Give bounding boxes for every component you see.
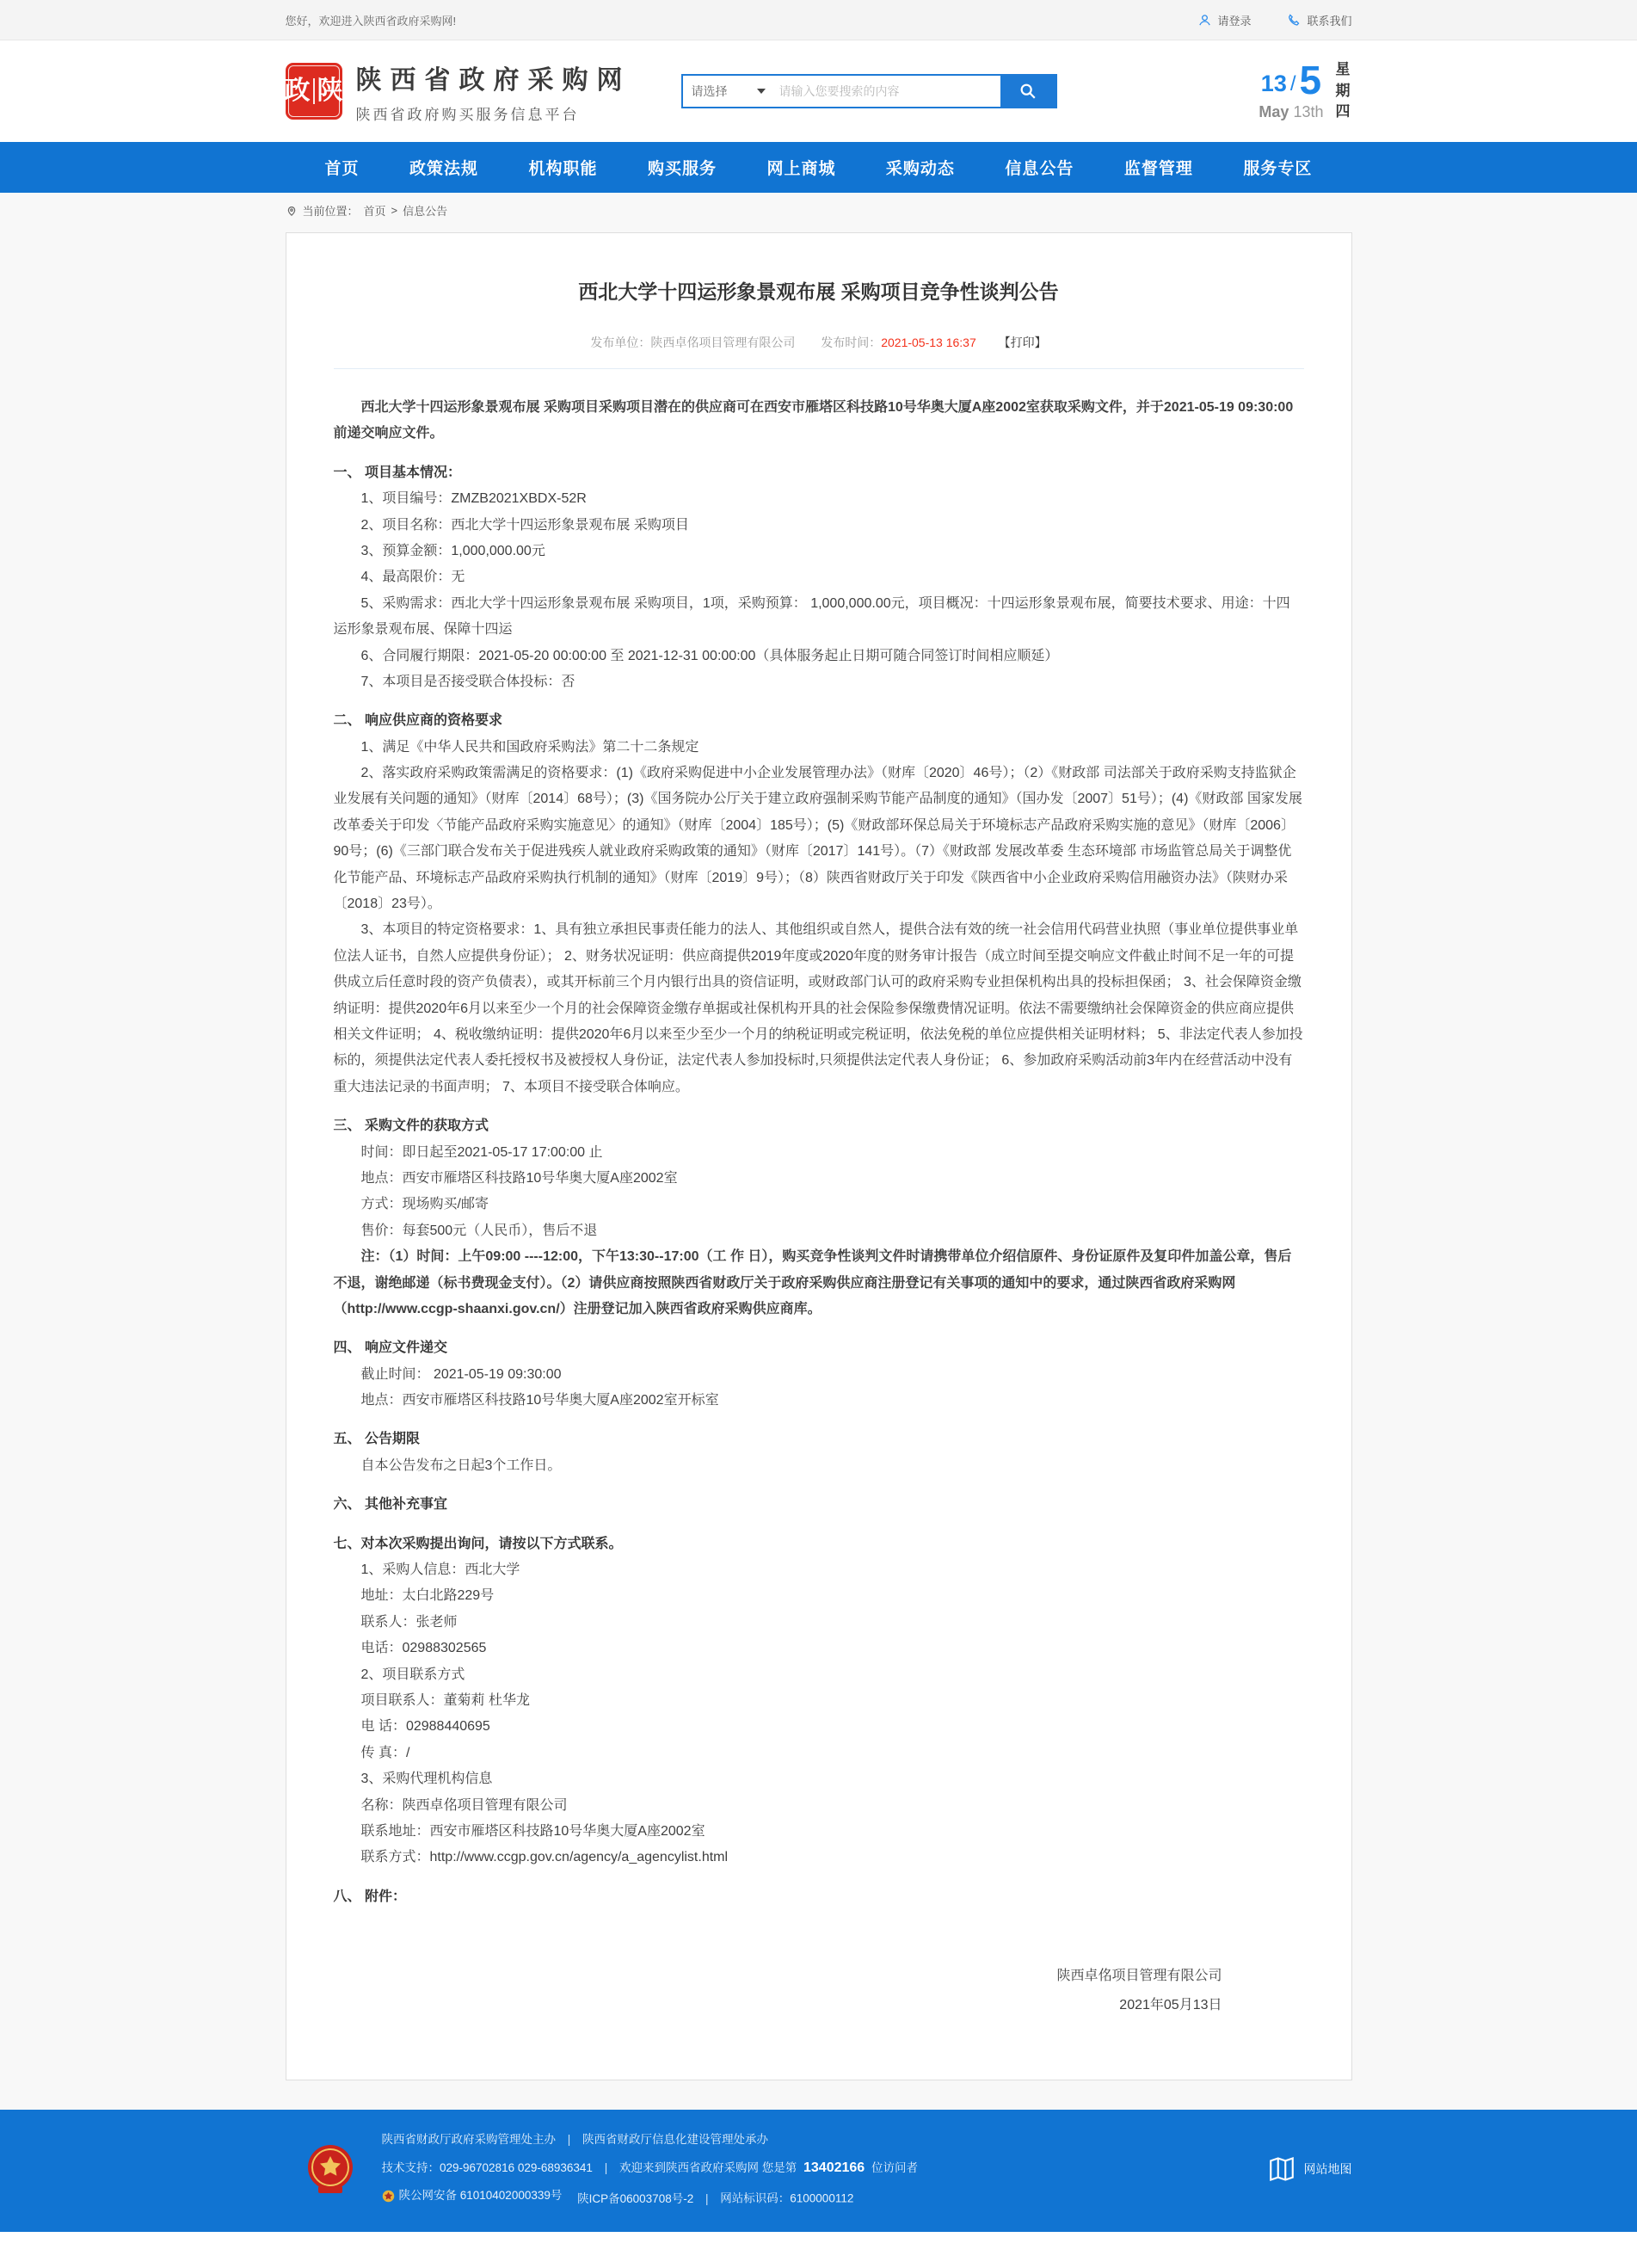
nav-item-policies[interactable]: 政策法规 (409, 160, 478, 178)
sitemap-label: 网站地图 (1303, 2162, 1352, 2177)
welcome-text: 您好，欢迎进入陕西省政府采购网! (285, 14, 457, 28)
paragraph: 传 真：/ (360, 1745, 410, 1760)
paragraph: 联系人：张老师 (360, 1614, 458, 1630)
section-heading: 八、 附件： (333, 1889, 406, 1904)
section-heading: 二、 响应供应商的资格要求 (333, 713, 502, 729)
paragraph: 3、本项目的特定资格要求：1、具有独立承担民事责任能力的法人、其他组织或自然人，提供合法有效的统一社会信用代码营业执照（事业单位提供事业单位法人证书，自然人应提供身份证）； 2、财务状况证明：供应商提供2019年度或2020年度的财务审计报告（成立时间至提交响应文件截止时间不足一年的可提供成立后任意时段的资产负债表），或其开标前三个月内银行出具的资信证明，或财政部门认可的政府采购专业担保机构出具的投标担保函； 3、社会保障资金缴纳证明：提供2020年6月以来至少一个月的社会保障资金缴存单据或社保机构开具的社会保险参保缴费情况证明。依法不需要缴纳社会保障资金的供应商应提供相关文件证明； 4、税收缴纳证明：提供2020年6月以来至少至少一个月的纳税证明或完税证明，依法免税的单位应提供相关证明材料； 5、非法定代表人参加投标的，须提供法定代表人委托授权书及被授权人身份证，法定代表人参加投标时,只须提供法定代表人身份证； 6、参加政府采购活动前3年内在经营活动中没有重大违法记录的书面声明； 7、本项目不接受联合体响应。 (333, 922, 1303, 1094)
publish-time-value: 2021-05-13 16:37 (881, 336, 976, 349)
site-code-label: 网站标识码： (720, 2191, 791, 2205)
sitemap-icon (1267, 2154, 1296, 2184)
breadcrumb-separator: > (391, 204, 398, 217)
print-button[interactable]: 【打印】 (998, 336, 1047, 349)
publish-time-label: 发布时间： (821, 336, 882, 349)
footer-line-1 (382, 2127, 918, 2153)
nav-item-service-zone[interactable]: 服务专区 (1243, 160, 1313, 178)
paragraph: 联系方式：http://www.ccgp.gov.cn/agency/a_agencylist.html (360, 1850, 729, 1865)
paragraph: 名称：陕西卓佲项目管理有限公司 (360, 1797, 568, 1813)
paragraph: 地点：西安市雁塔区科技路10号华奥大厦A座2002室 (360, 1170, 678, 1186)
logo-char-left: 政 (284, 77, 311, 105)
site-header (0, 40, 1637, 142)
breadcrumb (0, 193, 1637, 227)
footer-separator: | (705, 2191, 709, 2205)
search-select-label: 请选择 (691, 84, 728, 98)
user-icon (1197, 13, 1212, 28)
paragraph: 自本公告发布之日起3个工作日。 (360, 1458, 562, 1473)
footer-undertaker: 陕西省财政厅信息化建设管理处承办 (582, 2133, 769, 2147)
site-name: 陕西省政府采购网 (355, 66, 631, 95)
footer-organizer: 陕西省财政厅政府采购管理处主办 (381, 2133, 556, 2147)
paragraph: 4、最高限价：无 (360, 570, 465, 585)
date-day-en: 13th (1293, 103, 1324, 121)
nav-item-functions[interactable]: 机构职能 (528, 160, 598, 178)
section-heading: 七、对本次采购提出询问，请按以下方式联系。 (333, 1536, 623, 1551)
login-link[interactable] (1197, 12, 1251, 28)
nav-item-supervision[interactable]: 监督管理 (1123, 160, 1193, 178)
paragraph: 时间：即日起至2021-05-17 17:00:00 止 (360, 1144, 603, 1160)
signature-company: 陕西卓佲项目管理有限公司 (1056, 1969, 1222, 1984)
paragraph: 7、本项目是否接受联合体投标：否 (360, 674, 575, 689)
date-month-number: 5 (1299, 58, 1322, 103)
footer-line-3 (382, 2183, 918, 2211)
footer-line-2 (382, 2153, 918, 2183)
section-heading: 三、 采购文件的获取方式 (333, 1119, 489, 1134)
breadcrumb-current: 信息公告 (403, 205, 448, 218)
paragraph: 3、预算金额：1,000,000.00元 (360, 543, 545, 558)
site-subtitle: 陕西省政府购买服务信息平台 (355, 107, 580, 123)
footer-tech-support: 技术支持：029-96702816 029-68936341 (381, 2160, 593, 2174)
site-code-value: 6100000112 (790, 2191, 854, 2205)
paragraph: 截止时间： 2021-05-19 09:30:00 (360, 1366, 562, 1382)
intro-paragraph: 西北大学十四运形象景观布展 采购项目采购项目潜在的供应商可在西安市雁塔区科技路10号华奥大厦A座2002室获取采购文件，并于2021-05-19 09:30:00前递交响应文件。 (333, 400, 1294, 441)
icp-beian-link[interactable]: 陕ICP备06003708号-2 (577, 2191, 694, 2205)
location-pin-icon (286, 205, 298, 217)
footer-visitor-prefix: 欢迎来到陕西省政府采购网 您是第 (618, 2160, 797, 2174)
article-body (334, 395, 1304, 1910)
page-title: 西北大学十四运形象景观布展 采购项目竞争性谈判公告 (578, 280, 1059, 303)
nav-item-home[interactable]: 首页 (324, 160, 360, 178)
paragraph: 电 话：02988440695 (360, 1719, 490, 1735)
search-button[interactable] (1000, 76, 1055, 107)
phone-icon (1287, 13, 1302, 28)
date-separator: / (1289, 72, 1296, 96)
paragraph: 2、项目联系方式 (360, 1667, 465, 1682)
nav-item-procurement-news[interactable]: 采购动态 (885, 160, 955, 178)
footer-separator: | (567, 2133, 571, 2147)
login-label: 请登录 (1217, 14, 1252, 28)
visitor-count: 13402166 (803, 2160, 865, 2175)
article-meta (334, 334, 1304, 369)
top-bar (0, 0, 1637, 40)
paragraph: 联系地址：西安市雁塔区科技路10号华奥大厦A座2002室 (360, 1823, 705, 1839)
contact-label: 联系我们 (1307, 14, 1352, 28)
paragraph: 电话：02988302565 (360, 1641, 487, 1656)
date-month-en: May (1259, 103, 1289, 121)
search-category-select[interactable] (683, 76, 774, 107)
main-nav (0, 142, 1637, 193)
paragraph: 地址：太白北路229号 (360, 1588, 495, 1604)
paragraph: 6、合同履行期限：2021-05-20 00:00:00 至 2021-12-31 00:00:00（具体服务起止日期可随合同签订时间相应顺延） (360, 648, 1059, 663)
paragraph: 1、项目编号：ZMZB2021XBDX-52R (360, 491, 587, 507)
breadcrumb-home[interactable]: 首页 (363, 205, 386, 218)
nav-item-purchase-services[interactable]: 购买服务 (647, 160, 717, 178)
footer-separator: | (604, 2160, 608, 2174)
announcement-card (286, 232, 1352, 2080)
paragraph: 3、采购代理机构信息 (360, 1772, 493, 1787)
signature-date: 2021年05月13日 (1119, 1997, 1222, 2012)
search-bar (681, 74, 1057, 108)
section-heading: 一、 项目基本情况： (333, 465, 461, 480)
paragraph: 1、满足《中华人民共和国政府采购法》第二十二条规定 (360, 739, 699, 755)
logo-char-right: 陕 (313, 78, 346, 104)
publisher-value: 陕西卓佲项目管理有限公司 (650, 336, 796, 349)
paragraph: 售价：每套500元（人民币），售后不退 (360, 1223, 598, 1238)
paragraph: 1、采购人信息：西北大学 (360, 1562, 520, 1578)
date-weekday: 星期四 (1335, 61, 1351, 120)
paragraph: 方式：现场购买/邮寄 (360, 1197, 489, 1212)
signature-block (334, 1962, 1304, 2019)
contact-link[interactable] (1287, 12, 1351, 28)
nav-item-announcements[interactable]: 信息公告 (1005, 160, 1074, 178)
sitemap-link[interactable] (1267, 2154, 1352, 2184)
search-icon (1019, 82, 1037, 101)
paragraph: 2、项目名称：西北大学十四运形象景观布展 采购项目 (360, 517, 689, 533)
search-input[interactable] (774, 76, 1000, 107)
gongan-beian-link[interactable] (382, 2183, 563, 2209)
gongan-beian-text: 陕公网安备 61010402000339号 (398, 2189, 563, 2203)
paragraph: 地点：西安市雁塔区科技路10号华奥大厦A座2002室开标室 (360, 1393, 719, 1408)
section-heading: 六、 其他补充事宜 (333, 1497, 447, 1513)
date-widget (1259, 59, 1351, 123)
date-day: 13 (1260, 71, 1287, 97)
site-footer (0, 2110, 1637, 2232)
section-heading: 四、 响应文件递交 (333, 1340, 447, 1356)
nav-item-online-mall[interactable]: 网上商城 (766, 160, 836, 178)
site-logo (286, 63, 342, 120)
paragraph: 项目联系人：董菊莉 杜华龙 (360, 1692, 530, 1708)
chevron-down-icon (757, 89, 766, 94)
publisher-label: 发布单位： (590, 336, 651, 349)
section-heading: 五、 公告期限 (333, 1432, 420, 1447)
breadcrumb-prefix: 当前位置： (302, 205, 359, 218)
paragraph: 5、采购需求：西北大学十四运形象景观布展 采购项目，1项，采购预算： 1,000,000.00元，项目概况：十四运形象景观布展，简要技术要求、用途：十四运形象景观布展、保障十四运 (333, 595, 1290, 638)
government-emblem-badge (305, 2143, 356, 2195)
paragraph: 注：（1）时间：上午09:00 ----12:00，下午13:30--17:00（工 作 日），购买竞争性谈判文件时请携带单位介绍信原件、身份证原件及复印件加盖公章，售后不退，谢绝邮递（标书费现金支付）。（2）请供应商按照陕西省财政厅关于政府采购供应商注册登记有关事项的通知中的要求，通过陕西省政府采购网（http://www.ccgp-shaanxi.gov.cn/）注册登记加入陕西省政府采购供应商库。 (333, 1249, 1292, 1316)
footer-visitor-suffix: 位访问者 (871, 2160, 918, 2174)
paragraph: 2、落实政府采购政策需满足的资格要求：(1)《政府采购促进中小企业发展管理办法》（财库〔2020〕46号）；（2）《财政部 司法部关于政府采购支持监狱企业发展有关问题的通知》（财库〔2014〕68号）；(3)《国务院办公厅关于建立政府强制采购节能产品制度的通知》（国办发〔2007〕51号）；(4)《财政部 国家发展改革委关于印发〈节能产品政府采购实施意见〉的通知》（财库〔2004〕185号）；(5)《财政部环保总局关于环境标志产品政府采购实施的意见》（财库〔2006〕90号；(6)《三部门联合发布关于促进残疾人就业政府采购政策的通知》（财库〔2017〕141号）。（7）《财政部 发展改革委 生态环境部 市场监管总局关于调整优化节能产品、环境标志产品政府采购执行机制的通知》（财库〔2019〕9号）；（8）陕西省财政厅关于印发《陕西省中小企业政府采购信用融资办法》（陕财办采〔2018〕23号）。 (333, 766, 1302, 912)
police-badge-icon (382, 2190, 395, 2203)
